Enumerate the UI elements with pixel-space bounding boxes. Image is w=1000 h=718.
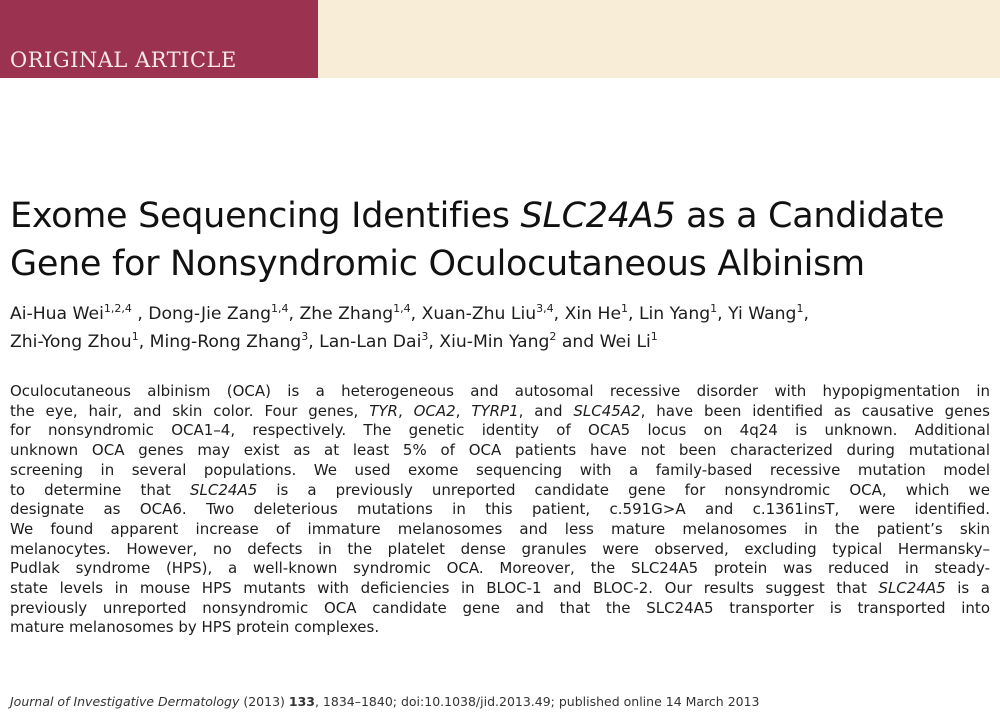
author-name: Lin Yang: [638, 304, 711, 324]
author: [319, 332, 439, 352]
abstract-line: Pudlak syndrome (HPS), a well-known syndromic OCA. Moreover, the SLC24A5 protein was reduced in steady-: [10, 559, 990, 578]
abstract-line: screening in several populations. We used exome sequencing with a family-based recessive mutation model: [10, 460, 990, 479]
title-gene-name: SLC24A5: [520, 196, 676, 236]
author-affiliation: 1,2,4: [103, 302, 132, 315]
author-separator: ,: [308, 332, 320, 352]
author-separator: ,: [428, 332, 440, 352]
gene-name: SLC24A5: [190, 480, 258, 499]
author-line: [10, 328, 995, 356]
gene-name: SLC45A2: [573, 401, 641, 420]
volume-number: 133: [288, 694, 315, 709]
author: [10, 304, 148, 324]
author-name: Lan-Lan Dai: [319, 332, 422, 352]
author-affiliation: 2: [549, 330, 557, 343]
author-affiliation: 1,4: [271, 302, 289, 315]
author-name: Zhe Zhang: [299, 304, 394, 324]
banner-fill: [318, 0, 1000, 78]
author-name: Xuan-Zhu Liu: [421, 304, 537, 324]
author-separator: ,: [288, 304, 300, 324]
article-type-label-box: [0, 0, 318, 78]
author-separator: ,: [803, 304, 809, 324]
author-affiliation: 3: [301, 330, 309, 343]
abstract-line: state levels in mouse HPS mutants with deficiencies in BLOC-1 and BLOC-2. Our results suggest that SLC24A5 is a: [10, 579, 990, 598]
author-name: Yi Wang: [728, 304, 797, 324]
author: [148, 304, 299, 324]
author: [299, 304, 421, 324]
journal-name: Journal of Investigative Dermatology: [10, 694, 240, 709]
author-separator: ,: [410, 304, 422, 324]
abstract-line: to determine that SLC24A5 is a previously unreported candidate gene for nonsyndromic OCA, which we: [10, 480, 990, 499]
article-type-banner: [0, 0, 1000, 78]
author-affiliation: 1: [710, 302, 718, 315]
author-affiliation: 1,4: [393, 302, 411, 315]
abstract-line: designate as OCA6. Two deleterious mutations in this patient, c.591G>A and c.1361insT, were identified.: [10, 500, 990, 519]
gene-name: SLC24A5: [878, 579, 946, 598]
author-affiliation: 1: [621, 302, 629, 315]
abstract-line: melanocytes. However, no defects in the platelet dense granules were observed, excluding typical Hermansky–: [10, 539, 990, 558]
author: [639, 304, 728, 324]
author-name: Xiu-Min Yang: [439, 332, 550, 352]
author-name: Wei Li: [599, 332, 651, 352]
abstract-line: the eye, hair, and skin color. Four genes, TYR, OCA2, TYRP1, and SLC45A2, have been identified as causative genes: [10, 401, 990, 420]
author-separator: ,: [717, 304, 729, 324]
title-line-1: Exome Sequencing Identifies SLC24A5 as a Candidate: [10, 196, 945, 236]
citation-line: Journal of Investigative Dermatology (2013) 133, 1834–1840; doi:10.1038/jid.2013.49; published online 14 March 2013: [10, 694, 760, 709]
author-line: [10, 300, 995, 328]
author: [150, 332, 320, 352]
abstract-line: unknown OCA genes may exist as at least 5% of OCA patients have not been characterized during mutational: [10, 441, 990, 460]
author-separator: ,: [628, 304, 639, 324]
title-line-2: Gene for Nonsyndromic Oculocutaneous Albinism: [10, 244, 865, 284]
author: [439, 332, 599, 352]
author: [728, 304, 809, 324]
author-affiliation: 3: [421, 330, 429, 343]
author-affiliation: 1: [650, 330, 658, 343]
author-separator: and: [556, 332, 600, 352]
author-separator: ,: [553, 304, 565, 324]
author-name: Dong-Jie Zang: [148, 304, 271, 324]
gene-name: OCA2: [413, 401, 456, 420]
author-affiliation: 3,4: [536, 302, 554, 315]
author-name: Zhi-Yong Zhou: [10, 332, 132, 352]
author-separator: ,: [131, 304, 149, 324]
author-affiliation: 1: [796, 302, 804, 315]
abstract: [10, 382, 990, 638]
author: [600, 332, 658, 352]
abstract-line: for nonsyndromic OCA1–4, respectively. The genetic identity of OCA5 locus on 4q24 is unknown. Additional: [10, 421, 990, 440]
article-title: [10, 192, 995, 288]
author-name: Ai-Hua Wei: [10, 304, 104, 324]
abstract-line: We found apparent increase of immature melanosomes and less mature melanosomes in the patient’s skin: [10, 519, 990, 538]
author: [10, 332, 150, 352]
abstract-line: previously unreported nonsyndromic OCA candidate gene and that the SLC24A5 transporter is transported into: [10, 598, 990, 617]
author: [422, 304, 565, 324]
abstract-line: Oculocutaneous albinism (OCA) is a heterogeneous and autosomal recessive disorder with hypopigmentation in: [10, 382, 990, 400]
author: [565, 304, 639, 324]
gene-name: TYRP1: [471, 401, 519, 420]
author-separator: ,: [138, 332, 150, 352]
gene-name: TYR: [369, 401, 398, 420]
abstract-line: mature melanosomes by HPS protein complexes.: [10, 618, 380, 637]
author-name: Ming-Rong Zhang: [149, 332, 302, 352]
article-type-label: ORIGINAL ARTICLE: [10, 48, 237, 72]
author-affiliation: 1: [131, 330, 139, 343]
author-name: Xin He: [564, 304, 622, 324]
author-list: [10, 300, 995, 356]
